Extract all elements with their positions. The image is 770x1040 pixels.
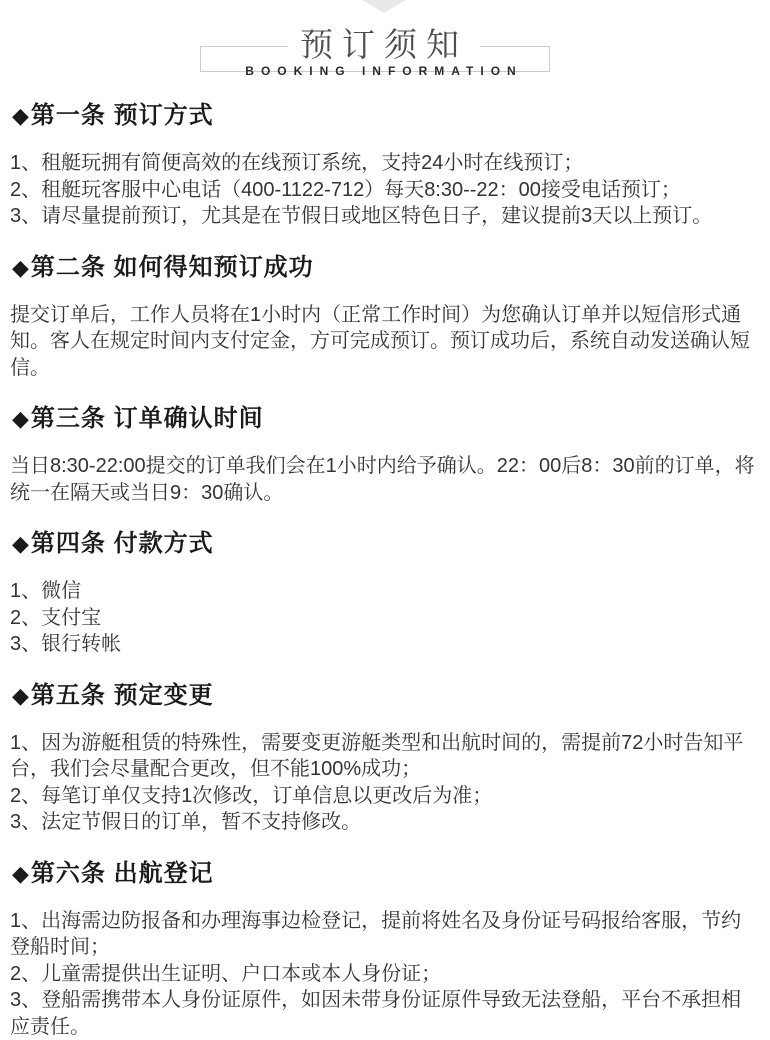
section-heading bbox=[12, 531, 758, 557]
paragraph: 当日8:30-22:00提交的订单我们会在1小时内给予确认。22：00后8：30前的订单，将统一在隔天或当日9：30确认。 bbox=[10, 453, 758, 506]
page-title: 预订须知 bbox=[288, 26, 480, 64]
page-subtitle: BOOKING INFORMATION bbox=[245, 64, 522, 79]
list-item: 2、每笔订单仅支持1次修改，订单信息以更改后为准； bbox=[10, 783, 758, 810]
subtitle-row bbox=[10, 63, 758, 79]
diamond-icon: ◆ bbox=[12, 531, 30, 556]
section-heading bbox=[12, 406, 758, 432]
section-heading bbox=[12, 255, 758, 281]
section-heading bbox=[12, 103, 758, 129]
section-heading-text: 第三条 订单确认时间 bbox=[31, 405, 264, 432]
diamond-icon: ◆ bbox=[12, 103, 30, 128]
section-heading bbox=[12, 861, 758, 887]
diamond-icon: ◆ bbox=[12, 861, 30, 886]
diamond-icon: ◆ bbox=[12, 683, 30, 708]
section-heading-text: 第二条 如何得知预订成功 bbox=[31, 254, 314, 281]
section-heading-text: 第四条 付款方式 bbox=[31, 530, 214, 557]
list-item: 1、微信 bbox=[10, 578, 758, 605]
list-item: 2、租艇玩客服中心电话（400-1122-712）每天8:30--22：00接受电话预订； bbox=[10, 177, 758, 204]
list-item: 3、法定节假日的订单，暂不支持修改。 bbox=[10, 809, 758, 836]
section-payment-method bbox=[10, 531, 758, 658]
list-item: 3、银行转帐 bbox=[10, 631, 758, 658]
section-heading-text: 第一条 预订方式 bbox=[31, 102, 214, 129]
section-booking-method bbox=[10, 103, 758, 230]
list-item: 1、因为游艇租赁的特殊性，需要变更游艇类型和出航时间的，需提前72小时告知平台，我们会尽量配合更改，但不能100%成功； bbox=[10, 730, 758, 783]
section-heading-text: 第五条 预定变更 bbox=[31, 682, 214, 709]
section-booking-confirmation bbox=[10, 255, 758, 382]
section-booking-change bbox=[10, 683, 758, 836]
section-heading-text: 第六条 出航登记 bbox=[31, 860, 214, 887]
list-item: 3、请尽量提前预订，尤其是在节假日或地区特色日子，建议提前3天以上预订。 bbox=[10, 203, 758, 230]
list-item: 2、支付宝 bbox=[10, 605, 758, 632]
down-triangle-icon bbox=[362, 0, 406, 13]
list-item: 1、租艇玩拥有简便高效的在线预订系统，支持24小时在线预订； bbox=[10, 150, 758, 177]
paragraph: 提交订单后，工作人员将在1小时内（正常工作时间）为您确认订单并以短信形式通知。客人在规定时间内支付定金，方可完成预订。预订成功后，系统自动发送确认短信。 bbox=[10, 302, 758, 382]
page-header bbox=[10, 0, 758, 78]
section-departure-registration bbox=[10, 861, 758, 1040]
list-item: 3、登船需携带本人身份证原件，如因未带身份证原件导致无法登船，平台不承担相应责任。 bbox=[10, 987, 758, 1040]
diamond-icon: ◆ bbox=[12, 406, 30, 431]
list-item: 1、出海需边防报备和办理海事边检登记，提前将姓名及身份证号码报给客服，节约登船时间； bbox=[10, 908, 758, 961]
list-item: 2、儿童需提供出生证明、户口本或本人身份证； bbox=[10, 961, 758, 988]
section-heading bbox=[12, 683, 758, 709]
diamond-icon: ◆ bbox=[12, 255, 30, 280]
section-order-confirm-time bbox=[10, 406, 758, 506]
